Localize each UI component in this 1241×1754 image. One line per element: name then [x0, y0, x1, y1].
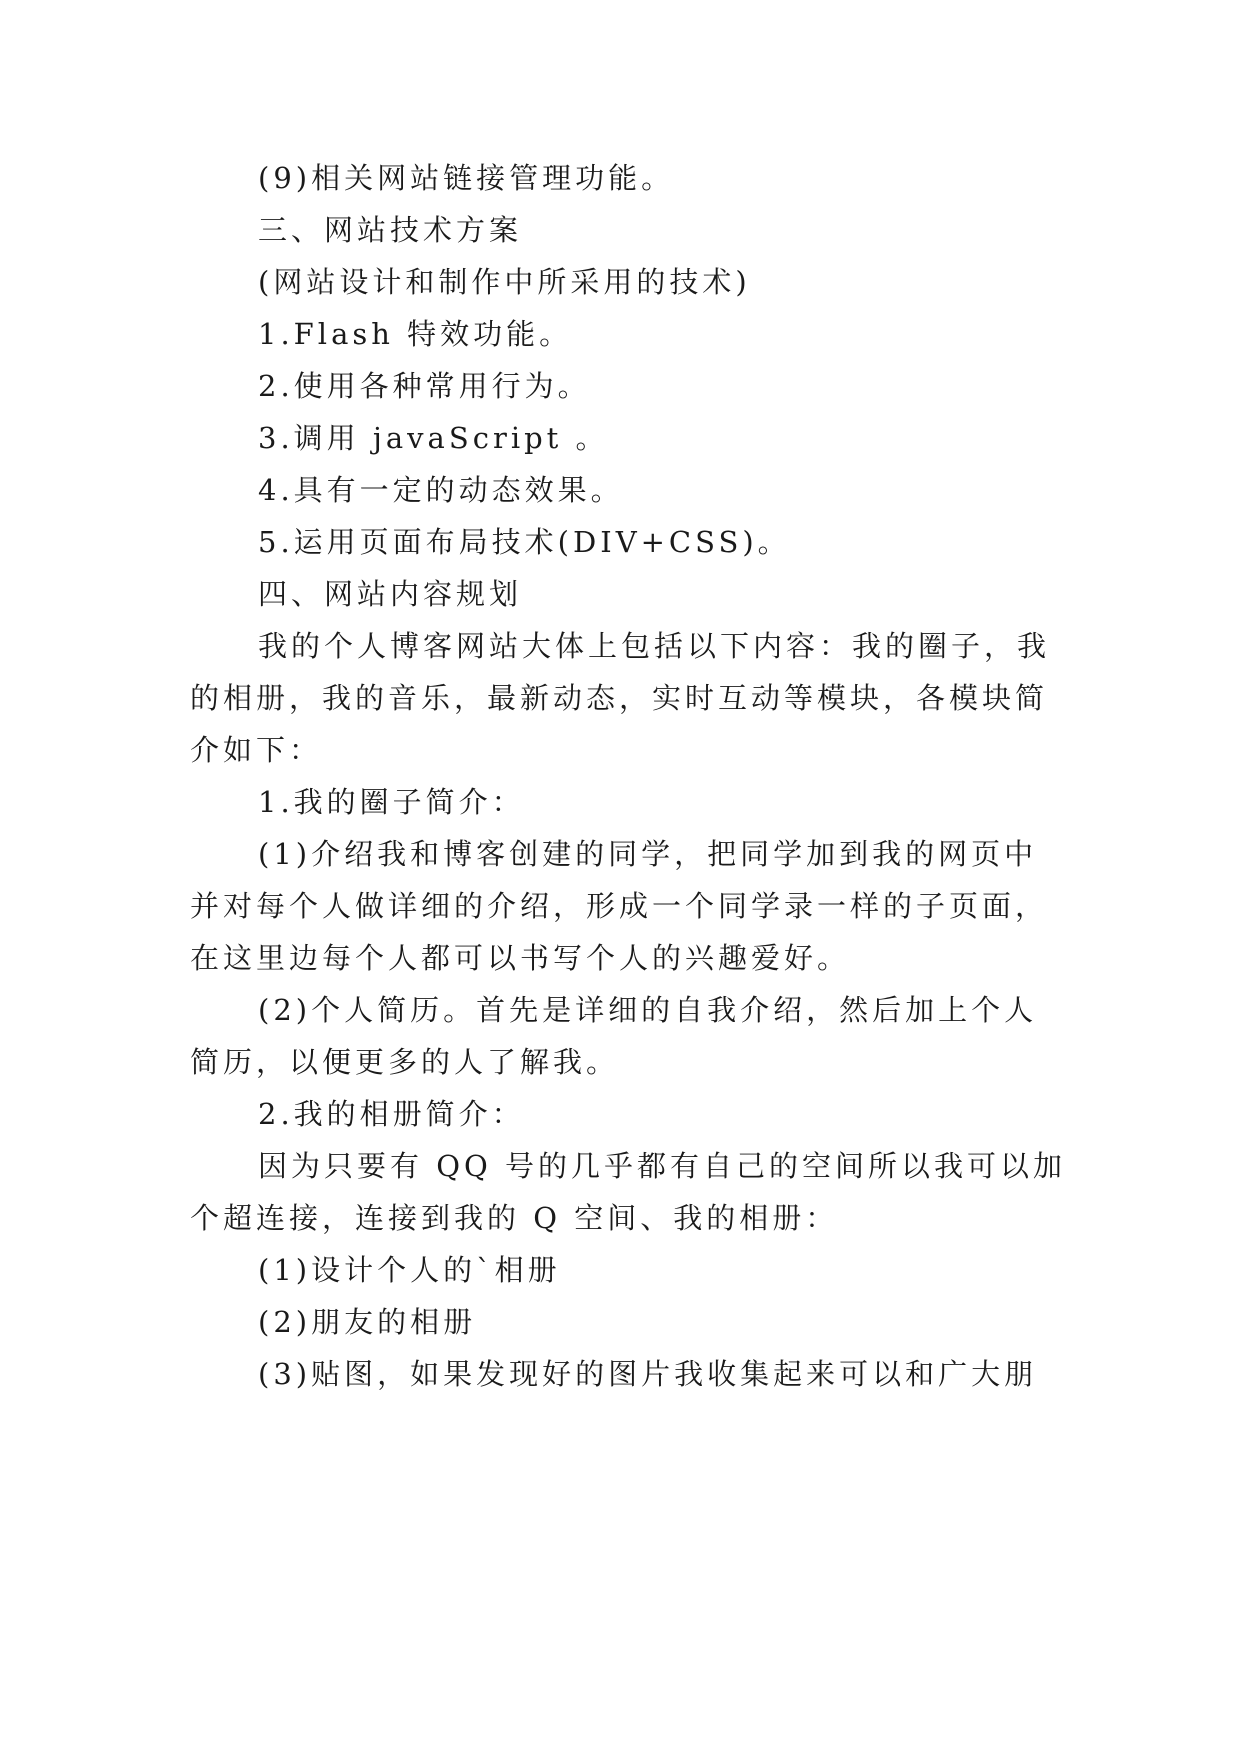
list-item-9-link-management: (9)相关网站链接管理功能。: [258, 161, 675, 195]
paragraph-line: 因为只要有 QQ 号的几乎都有自己的空间所以我可以加: [258, 1149, 1066, 1183]
list-item-friend-album: (2)朋友的相册: [258, 1305, 477, 1339]
list-item-flash: 1.Flash 特效功能。: [258, 317, 573, 351]
list-item-behaviors: 2.使用各种常用行为。: [258, 369, 591, 403]
list-item-javascript: 3.调用 javaScript 。: [258, 421, 609, 455]
paragraph-line: 介如下：: [190, 733, 323, 767]
paragraph-line: 简历，以便更多的人了解我。: [190, 1045, 620, 1079]
paragraph-line: 个超连接，连接到我的 Q 空间、我的相册：: [190, 1201, 839, 1235]
section-heading-tech-plan: 三、网站技术方案: [258, 213, 523, 247]
paragraph-line: 的相册，我的音乐，最新动态，实时互动等模块，各模块简: [190, 681, 1049, 715]
paragraph-line: 在这里边每个人都可以书写个人的兴趣爱好。: [190, 941, 851, 975]
list-item-div-css: 5.运用页面布局技术(DIV+CSS)。: [258, 525, 791, 559]
section-heading-content-plan: 四、网站内容规划: [258, 577, 523, 611]
list-item-dynamic-effects: 4.具有一定的动态效果。: [258, 473, 624, 507]
subheading-circle-intro: 1.我的圈子简介：: [258, 785, 525, 819]
list-item-personal-album: (1)设计个人的`相册: [258, 1253, 561, 1287]
paragraph-line: 我的个人博客网站大体上包括以下内容：我的圈子，我: [258, 629, 1051, 663]
paragraph-line: (2)个人简历。首先是详细的自我介绍，然后加上个人: [258, 993, 1038, 1027]
subheading-album-intro: 2.我的相册简介：: [258, 1097, 525, 1131]
section-note-tech-used: (网站设计和制作中所采用的技术): [258, 265, 751, 299]
paragraph-line: (1)介绍我和博客创建的同学，把同学加到我的网页中: [258, 837, 1038, 871]
list-item-pictures: (3)贴图，如果发现好的图片我收集起来可以和广大朋: [258, 1357, 1038, 1391]
paragraph-line: 并对每个人做详细的介绍，形成一个同学录一样的子页面，: [190, 889, 1049, 923]
